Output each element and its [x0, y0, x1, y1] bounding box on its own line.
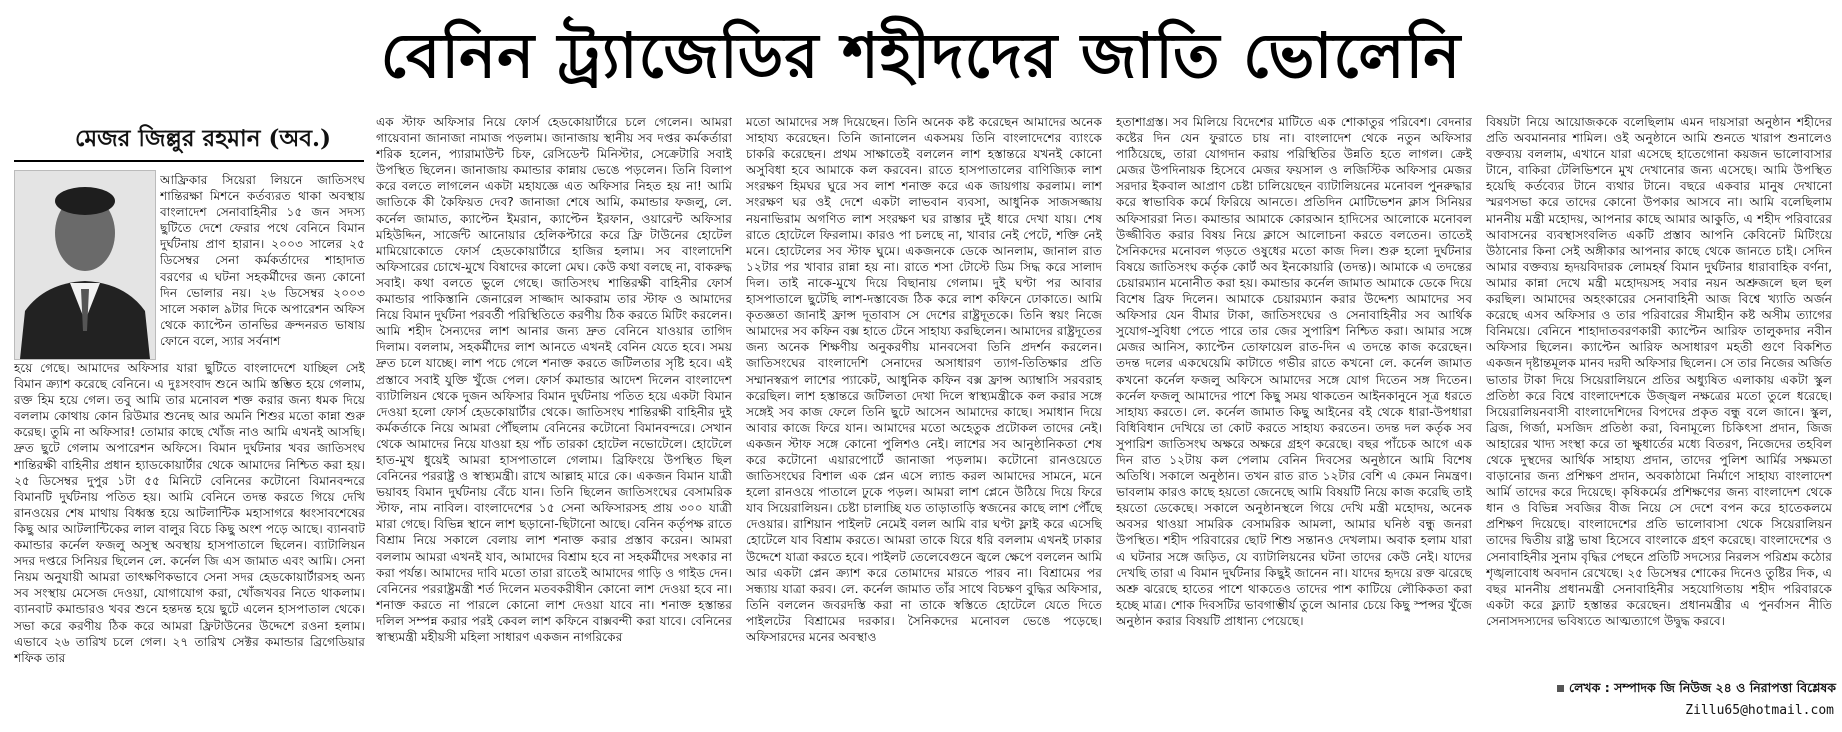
headline: বেনিন ট্র্যাজেডির শহীদদের জাতি ভোলেনি: [380, 19, 1462, 92]
author-email: Zillu65@hotmail.com: [1685, 703, 1834, 718]
byline: মেজর জিল্লুর রহমান (অব.): [75, 125, 331, 152]
column-1-body: হয়ে গেছে। আমাদের অফিসার যারা ছুটিতে বাংলাদেশে যাচ্ছিল সেই বিমান ক্র্যাশ করেছে বেনিনে। এ দুঃসংবাদ শুনে আমি স্তম্ভিত হয়ে গেলাম, রক্ত হিম হয়ে গেল। তবু আমি তার মনোবল শক্ত করার জন্য ধমক দিয়ে বললাম কোথায় কোন রিউমার শুনেছ আর অমনি শিশুর মতো কান্না শুরু করেছ। তুমি না অফিসার! তোমার কাছে খোঁজ নাও আমি এখনই আসছি। দ্রুত ছুটে গেলাম অপারেশন অফিসে। বিমান দুর্ঘটনার খবর জাতিসংঘ শান্তিরক্ষী বাহিনীর প্রধান হ্যাডকোয়ার্টার থেকে আমাদের নিশ্চিত করা হয়। ২৫ ডিসেম্বর দুপুর ১টা ৫৫ মিনিটে বেনিনের কটোনো বিমানবন্দরে বিমানটি দুর্ঘটনায় পতিত হয়। আমি বেনিনে তদন্ত করতে গিয়ে দেখি রানওয়ের শেষ মাথায় বিধ্বস্ত হয়ে আটলান্টিক মহাসাগরে ধ্বংসাবশেষের কিছু আর আটলান্টিকের লাল বালুর বিচে কিছু অংশ পড়ে আছে। ব্যানবাট কমান্ডার কর্নেল ফজলু অসুস্থ অবস্থায় হাসপাতালে ছিলেন। ব্যাটালিয়ন সদর দপ্তরে সিনিয়র ছিলেন লে. কর্নেল জি এস জামাত এবং আমি। সেনা নিয়ম অনুযায়ী আমরা তাৎক্ষণিকভাবে সেনা সদর হেডকোয়ার্টারসহ অন্য সব সংস্থায় মেসেজ দেওয়া, যোগাযোগ করা, খোঁজখবর নিতে থাকলাম। ব্যানবাট কমান্ডারও খবর শুনে হন্তদন্ত হয়ে ছুটে এলেন হাসপাতাল থেকে। সভা করে করণীয় ঠিক করে আমরা ফ্রিটাউনের উদ্দেশে রওনা হলাম। এভাবে ২৬ তারিখ চলে গেল। ২৭ তারিখ সেক্টর কমান্ডার ব্রিগেডিয়ার শফিক তার: [14, 361, 365, 665]
author-portrait-icon: [14, 170, 156, 360]
column-3: মতো আমাদের সঙ্গ দিয়েছেন। তিনি অনেক কষ্ট করেছেন আমাদের অনেক সাহায্য করেছেন। তিনি জানালেন একসময় তিনি বাংলাদেশের ব্যাংকে চাকরি করেছেন। প্রথম সাক্ষাতেই বললেন লাশ হস্তান্তরে যখনই কোনো অসুবিধা হবে আমাকে কল করবেন। রাতে হাসপাতালের বাণিজ্যিক লাশ সংরক্ষণ হিমঘর ঘুরে সব লাশ শনাক্ত করে এক জায়গায় করলাম। লাশ সংরক্ষণ ঘর ওই দেশে একটা লাভবান ব্যবসা, আধুনিক সাজসজ্জায় নয়নাভিরাম অগণিত লাশ সংরক্ষণ ঘর রাস্তার দুই ধারে দেখা যায়। শেষ রাতে হোটেলে ফিরলাম। কারও পা চলছে না, খাবার নেই পেটে, শক্তি নেই মনে। হোটেলের সব স্টাফ ঘুমে। একজনকে ডেকে আনলাম, জানাল রাত ১২টার পর খাবার রান্না হয় না। রাতে শসা টোস্টে ডিম সিদ্ধ করে সালাদ দিল। তাই নাকে-মুখে দিয়ে বিছানায় গেলাম। দুই ঘণ্টা পর আবার হাসপাতালে ছুটেছি লাশ-দস্তাবেজ ঠিক করে লাশ কফিনে ঢোকাতে। আমি কৃতজ্ঞতা জানাই ফ্রান্স দূতাবাস সে দেশের রাষ্ট্রদূতকে। তিনি স্বয়ং নিজে আমাদের সব কফিন বক্স হাতে টেনে সাহায্য করছিলেন। আমাদের রাষ্ট্রদূতের জন্য অনেক শিক্ষণীয় অনুকরণীয় মানবসেবা তিনি প্রদর্শন করলেন। জাতিসংঘের বাংলাদেশি সেনাদের অসাধারণ ত্যাগ-তিতিক্ষার প্রতি সম্মানস্বরূপ লাশের প্যাকেট, আধুনিক কফিন বক্স ফ্রান্স অ্যাম্বাসি সরবরাহ করেছিল। লাশ হস্তান্তরে জটিলতা দেখা দিলে স্বাস্থ্যমন্ত্রীকে কল করার সঙ্গে সঙ্গেই সব কাজ ফেলে তিনি ছুটে আসেন আমাদের কাছে। সমাধান দিয়ে আবার কাজে ফিরে যান। আমাদের মতো অহেতুক প্রটোকল তাদের নেই। একজন স্টাফ সঙ্গে কোনো পুলিশও নেই। লাশের সব আনুষ্ঠানিকতা শেষ করে কটোনো এয়ারপোর্টে জানাজা পড়লাম। কটোনো রানওয়েতে জাতিসংঘের বিশাল এক প্লেন এসে ল্যান্ড করল আমাদের সামনে, মনে হলো রানওয়ে পাতালে ঢুকে পড়ল। আমরা লাশ প্লেনে উঠিয়ে দিয়ে ফিরে যাব সিয়েরালিয়ন। চেষ্টা চালাচ্ছি যত তাড়াতাড়ি স্বজনের কাছে লাশ পৌঁছে দেওয়ার। রাশিয়ান পাইলট নেমেই বলল আমি বার ঘণ্টা ফ্লাই করে এসেছি হোটেলে যাব বিশ্রাম করতে। আমরা তাকে যিরে ধরি বললাম এখনই ঢাকার উদ্দেশে যাত্রা করতে হবে। পাইলট তেলেবেগুনে জ্বলে ক্ষেপে বললেন আমি আর একটা প্লেন ক্র্যাশ করে তোমাদের মারতে পারব না। বিশ্রামের পর সন্ধ্যায় যাত্রা করব। লে. কর্নেল জামাত তাঁর সাথে বিচক্ষণ বুদ্ধির অফিসার, তিনি বললেন জবরদস্তি করা না তাকে স্বস্তিতে হোটেলে যেতে দিতে পাইলটের বিশ্রামের দরকার। সৈনিকদের মনোবল ভেঙে পড়েছে। অফিসারদের মনের অবস্থাও: [746, 115, 1102, 644]
author-credit: [1506, 680, 1836, 696]
byline-divider: [14, 160, 364, 162]
column-4: হতাশাগ্রস্ত। সব মিলিয়ে বিদেশের মাটিতে এক শোকাতুর পরিবেশ। বেদনার কষ্টের দিন যেন ফুরাতে চায় না। বাংলাদেশ থেকে নতুন অফিসার পাঠিয়েছে, তারা যোগদান করায় পরিস্থিতির উন্নতি হতে লাগল। ক্রেই মেজর উপদিনায়ক হিসেবে মেজর ফয়সাল ও লজিস্টিক অফিসার মেজর সরদার ইকবাল আপ্রাণ চেষ্টা চালিয়েছেন ব্যাটালিয়নের মনোবল পুনরুদ্ধার করে স্বাভাবিক কর্মে ফিরিয়ে আনতে। প্রতিদিন মোটিভেশন ক্লাস সিনিয়র অফিসাররা নিত। কমান্ডার আমাকে কোরআন হাদিসের আলোকে মনোবল উজ্জীবিত করার বিষয় নিয়ে ক্লাসে আলোচনা করতে বলতেন। তাতেই সৈনিকদের মনোবল গড়তে ওষুধের মতো কাজ দিল। শুরু হলো দুর্ঘটনার বিষয়ে জাতিসংঘ কর্তৃক কোর্ট অব ইনকোয়ারি (তদন্ত)। আমাকে এ তদন্তের চেয়ারম্যান মনোনীত করা হয়। কমান্ডার কর্নেল জামাত আমাকে ডেকে দিয়ে বিশেষ ব্রিফ দিলেন। আমাকে চেয়ারম্যান করার উদ্দেশ্য আমাদের সব অফিসার যেন বীমার টাকা, জাতিসংঘের ও সেনাবাহিনীর সব আর্থিক সুযোগ-সুবিধা পেতে পারে তার জের সুপারিশ নিশ্চিত করা। আমার সঙ্গে মেজর আনিস, ক্যাপ্টেন তোফায়েল রাত-দিন এ তদন্তে কাজ করেছেন। তদন্ত দলের একঘেয়েমি কাটাতে গভীর রাতে কখনো লে. কর্নেল জামাত কখনো কর্নেল ফজলু অফিসে আমাদের সঙ্গে যোগ দিতেন সঙ্গ দিতেন। কর্নেল ফজলু আমাদের পাশে কিছু সময় থাকতেন আইনকানুনে সূত্র ধরতে সাহায্য করতে। লে. কর্নেল জামাত কিছু আইনের বই থেকে ধারা-উপধারা বিধিবিধান দেখিয়ে তা কোট করতে সাহায্য করতেন। তদন্ত দল কর্তৃক সব সুপারিশ জাতিসংঘ অক্ষরে অক্ষরে গ্রহণ করেছে। বছর পাঁচেক আগে এক দিন রাত ১২টায় কল পেলাম বেনিন দিবসের অনুষ্ঠানে আমি বিশেষ অতিথি। সকালে অনুষ্ঠান। তখন রাত রাত ১২টার বেশি এ কেমন নিমন্ত্রণ। ভাবলাম কারও কাছে হয়তো জেনেছে আমি বিষয়টি নিয়ে কাজ করেছি তাই হয়তো ডেকেছে। সকালে অনুষ্ঠানস্থলে গিয়ে দেখি মন্ত্রী মহোদয়, অনেক অবসর থাওয়া সামরিক বেসামরিক আমলা, আমার ঘনিষ্ঠ বন্ধু জনরা উপস্থিত। শহীদ পরিবারের ছোট শিশু সন্তানও দেখলাম। অবাক হলাম যারা এ ঘটনার সঙ্গে জড়িত, যে ব্যাটালিয়নের ঘটনা তাদের কেউ নেই। যাদের দেখছি তারা এ বিমান দুর্ঘটনার কিছুই জানেন না। যাদের হৃদয়ে রক্ত ঝরেছে অশ্রু ঝরেছে হাতের পাশে থাকতেও তাদের পাশ কাটিয়ে লৌকিকতা করা হচ্ছে মাত্র। শোক দিবসটির ভাবগাম্ভীর্য তুলে আনার চেয়ে কিছু স্পন্সর খুঁজে অনুষ্ঠান করার বিষয়টি প্রাধান্য পেয়েছে।: [1116, 115, 1472, 628]
column-2: এক স্টাফ অফিসার নিয়ে ফোর্স হেডকোয়ার্টারে চলে গেলেন। আমরা গায়েবানা জানাজা নামাজ পড়লাম। জানাজায় স্থানীয় সব দপ্তর কর্মকর্তারা শরিক হলেন, প্যারামাউন্ট চিফ, রেসিডেন্ট মিনিস্টার, সেক্রেটারি সবাই উপস্থিত ছিলেন। জানাজায় কমান্ডার কান্নায় ভেঙে পড়লেন। তিনি বিলাপ করে বলতে লাগলেন একটা মহাযজ্ঞে এত অফিসার নিহত হয় না! আমি জাতিকে কী কৈফিয়ত দেব? জানাজা শেষে আমি, কমান্ডার ফজলু, লে. কর্নেল জামাত, ক্যাপ্টেন ইমরান, ক্যাপ্টেন ইরফান, ওয়ারেন্ট অফিসার মহিউদ্দিন, সার্জেন্ট আনোয়ার হেলিকপ্টারে করে ফ্রি টাউনের হোটেল মামিয়োকোতে ফোর্স হেডকোয়ার্টারে হাজির হলাম। সব বাংলাদেশি অফিসারের চোখে-মুখে বিষাদের কালো মেঘ। কেউ কথা বলছে না, বাকরুদ্ধ সবাই। কথা বলতে ভুলে গেছে। জাতিসংঘ শান্তিরক্ষী বাহিনীর ফোর্স কমান্ডার পাকিস্তানি জেনারেল সাজ্জাদ আকরাম তার স্টাফ ও আমাদের নিয়ে বিমান দুর্ঘটনা পরবর্তী পরিস্থিতিতে করণীয় ঠিক করতে মিটিং করলেন। আমি শহীদ সৈন্যদের লাশ আনার জন্য দ্রুত বেনিনে যাওয়ার তাগিদ দিলাম। বললাম, সহকর্মীদের লাশ আনতে এখনই বেনিন যেতে হবে। সময় দ্রুত চলে যাচ্ছে। লাশ পচে গেলে শনাক্ত করতে জটিলতার সৃষ্টি হবে। এই প্রস্তাবে সবাই যুক্তি খুঁজে পেল। ফোর্স কমান্ডার আদেশ দিলেন বাংলাদেশ ব্যাটালিয়ন থেকে দুজন অফিসার বিমান দুর্ঘটনায় পতিত হয়ে একটা বিমান দেওয়া হলো ফোর্স হেডকোয়ার্টার থেকে। জাতিসংঘ শান্তিরক্ষী বাহিনীর দুই কর্মকর্তাকে নিয়ে আমরা পৌঁছলাম বেনিনের কটোনো বিমানবন্দরে। সেখান থেকে আমাদের নিয়ে যাওয়া হয় পাঁচ তারকা হোটেল নভোটেলে। হোটেলে হাত-মুখ ধুয়েই আমরা হাসপাতালে গেলাম। ব্রিফিংয়ে উপস্থিত ছিল বেনিনের পররাষ্ট্র ও স্বাস্থ্যমন্ত্রী। রাখে আল্লাহ মারে কে। একজন বিমান যাত্রী ভয়াবহ বিমান দুর্ঘটনায় বেঁচে যান। তিনি ছিলেন জাতিসংঘের বেসামরিক স্টাফ, নাম নাবিল। বাংলাদেশের ১৫ সেনা অফিসারসহ প্রায় ৩০০ যাত্রী মারা গেছে। বিভিন্ন স্থানে লাশ ছড়ানো-ছিটানো আছে। বেনিন কর্তৃপক্ষ রাতে বিশ্রাম নিয়ে সকালে বেলায় লাশ শনাক্ত করার প্রস্তাব করেন। আমরা বললাম আমরা এখনই যাব, আমাদের বিশ্রাম হবে না সহকর্মীদের সৎকার না করা পর্যন্ত। আমাদের দাবি মতো তারা রাতেই আমাদের গাড়ি ও গাইড দেন। বেনিনের পররাষ্ট্রমন্ত্রী শর্ত দিলেন মতবকরীষীন কোনো লাশ দেওয়া হবে না। শনাক্ত করতে না পারলে কোনো লাশ দেওয়া যাবে না। শনাক্ত হস্তান্তর দলিল সম্পন্ন করার পরই কেবল লাশ কফিনে বাক্সবন্দী করা যাবে। বেনিনের স্বাস্থ্যমন্ত্রী মহীয়সী মহিলা সাধারণ একজন নাগরিকের: [376, 115, 732, 644]
square-bullet-icon: [1557, 685, 1564, 692]
credit-label: লেখক :: [1569, 680, 1610, 695]
column-1-intro: আফ্রিকার সিয়েরা লিয়নে জাতিসংঘ শান্তিরক্ষা মিশনে কর্তব্যরত থাকা অবস্থায় বাংলাদেশ সেনাবাহিনীর ১৫ জন সদস্য ছুটিতে দেশে ফেরার পথে বেনিনে বিমান দুর্ঘটনায় প্রাণ হারান। ২০০৩ সালের ২৫ ডিসেম্বর সেনা কর্মকর্তাদের শাহাদাত বরণের এ ঘটনা সহকর্মীদের জন্য কোনো দিন ভোলার নয়। ২৬ ডিসেম্বর ২০০৩ সালে সকাল ৯টার দিকে অপারেশন অফিস থেকে ক্যাপ্টেন তানভির ক্রন্দনরত ভাষায় ফোনে বলে, স্যার সর্বনাশ: [160, 173, 365, 348]
column-5: বিষয়টা নিয়ে আয়োজককে বলেছিলাম এমন দায়সারা অনুষ্ঠান শহীদের প্রতি অবমাননার শামিল। ওই অনুষ্ঠানে আমি শুনতে খারাপ শুনালেও বক্তব্যয় বললাম, এখানে যারা এসেছে হাতেগোনা কয়জন ভালোবাসার টানে, বাকিরা টেলিভিশনে মুখ দেখানোর জন্য এসেছে। আমি উপস্থিত হয়েছি কর্তব্যের টানে ব্যথার টানে। বছরে একবার মানুষ দেখানো স্মরণসভা করে তাদের কোনো উপকার আসবে না। আমি বলেছিলাম মাননীয় মন্ত্রী মহোদয়, আপনার কাছে আমার আকুতি, এ শহীদ পরিবারের আবাসনের ব্যবস্থাসংবলিত একটি প্রস্তাব আপনি কেবিনেট মিটিংয়ে উঠানোর কিনা সেই অঙ্গীকার আপনার কাছে থেকে জানতে চাই। সেদিন আমার বক্তব্যয় হৃদয়বিদারক লোমহর্ষ বিমান দুর্ঘটনার ধারাবাহিক বর্ণনা, আমার কান্না দেখে মন্ত্রী মহোদয়সহ সবার নয়ন অশ্রুজলে ছল ছল করছিল। আমাদের অহংকারের সেনাবাহিনী আজ বিশ্বে খ্যাতি অর্জন করেছে এসব অফিসার ও তার পরিবারের সীমাহীন কষ্ট অসীম ত্যাগের বিনিময়ে। বেনিনে শাহাদাতবরণকারী ক্যাপ্টেন আরিফ তালুকদার নবীন অফিসার ছিলেন। ক্যাপ্টেন আরিফ অসাধারণ মহতী গুণে বিকশিত একজন দৃষ্টান্তমূলক মানব দরদী অফিসার ছিলেন। সে তার নিজের অর্জিত ভাতার টাকা দিয়ে সিয়েরালিয়নে প্রতির অধ্যুষিত এলাকায় একটা স্কুল প্রতিষ্ঠা করে বিশ্বে বাংলাদেশকে উজ্জ্বল নক্ষত্রের মতো তুলে ধরেছে। সিয়েরালিয়নবাসী বাংলাদেশিদের বিপদের প্রকৃত বন্ধু বলে জানে। স্কুল, ব্রিজ, গির্জা, মসজিদ প্রতিষ্ঠা করা, বিনামূল্যে চিকিৎসা প্রদান, জিজ আহারের খাদ্য সংস্থা করে তা ক্ষুধার্তের মধ্যে বিতরণ, নিজেদের তহবিল থেকে দুস্থদের আর্থিক সাহায্য প্রদান, তাদের পুলিশ আর্মির সক্ষমতা বাড়ানোর জন্য প্রশিক্ষণ প্রদান, অবকাঠামো নির্মাণে সাহায্য বাংলাদেশ আর্মি তাদের করে দিয়েছে। কৃষিকর্মের প্রশিক্ষণের জন্য বাংলাদেশ থেকে ধান ও বিভিন্ন সবজির বীজ নিয়ে সে দেশে বপন করে হাতেকলমে প্রশিক্ষণ দিয়েছে। বাংলাদেশের প্রতি ভালোবাসা থেকে সিয়েরালিয়ন তাদের দ্বিতীয় রাষ্ট্র ভাষা হিসেবে বাংলাকে গ্রহণ করেছে। বাংলাদেশের ও সেনাবাহিনীর সুনাম বৃদ্ধির পেছনে প্রতিটি সদস্যের নিরলস পরিশ্রম কঠোর শৃঙ্খলাবোধ অবদান রেখেছে। ২৫ ডিসেম্বর শোকের দিনেও তুষ্টির দিক, এ বছর মাননীয় প্রধানমন্ত্রী সেনাবাহিনীর সহযোগিতায় শহীদ পরিবারকে একটা করে ফ্ল্যাট হস্তান্তর করেছেন। প্রধানমন্ত্রীর এ পুনর্বাসন নীতি সেনাসদস্যদের ভবিষ্যতে আত্মত্যাগে উদ্বুদ্ধ করবে।: [1486, 115, 1832, 628]
credit-text: সম্পাদক জি নিউজ ২৪ ও নিরাপত্তা বিশ্লেষক: [1614, 680, 1836, 695]
